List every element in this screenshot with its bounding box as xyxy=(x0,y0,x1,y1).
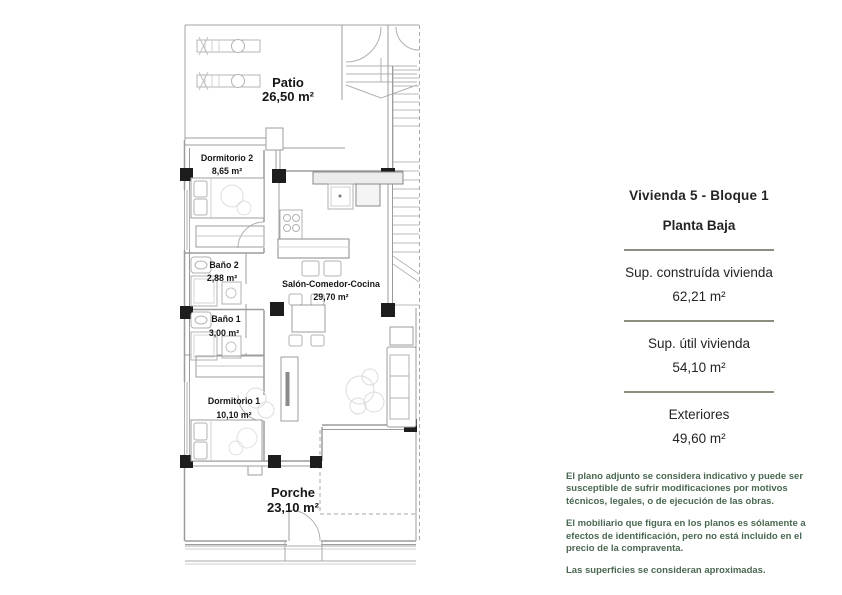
room-area-patio: 26,50 m² xyxy=(261,89,315,104)
stool-icon xyxy=(302,261,319,276)
window-icon xyxy=(183,382,191,454)
useful-surface-label: Sup. útil vivienda xyxy=(647,336,751,351)
room-label-bano-2: Baño 2 xyxy=(209,260,239,270)
window-icon xyxy=(183,190,191,250)
stair-break-line xyxy=(393,256,419,274)
door-arc-icon xyxy=(346,27,381,62)
wardrobe-icon xyxy=(196,226,264,247)
page-title: Vivienda 5 - Bloque 1 xyxy=(629,188,769,203)
floor-subtitle: Planta Baja xyxy=(662,218,736,233)
staircase xyxy=(393,66,419,305)
built-surface-value: 62,21 m² xyxy=(672,289,726,304)
door-arc-icon xyxy=(396,27,419,50)
sun-lounger-icon xyxy=(197,37,260,55)
room-label-dormitorio-1: Dormitorio 1 xyxy=(207,396,261,406)
side-table-icon xyxy=(390,327,413,345)
room-area-dormitorio-1: 10,10 m² xyxy=(216,410,252,420)
sun-lounger-icon xyxy=(197,72,260,90)
room-label-bano-1: Baño 1 xyxy=(211,314,241,324)
fridge-icon xyxy=(356,184,380,206)
divider xyxy=(624,249,774,251)
bed-icon xyxy=(191,420,262,461)
kitchen-island-icon xyxy=(278,239,349,258)
room-area-dormitorio-2: 8,65 m² xyxy=(211,166,243,176)
legal-disclaimers xyxy=(566,471,828,588)
divider xyxy=(624,320,774,322)
room-label-porche: Porche xyxy=(270,485,316,500)
exteriors-value: 49,60 m² xyxy=(672,431,726,446)
kitchen-units xyxy=(278,172,403,276)
sofa-icon xyxy=(387,327,416,427)
room-area-bano-2: 2,88 m² xyxy=(206,273,238,283)
room-area-bano-1: 3,00 m² xyxy=(208,328,240,338)
stool-icon xyxy=(324,261,341,276)
kitchen-counter-icon xyxy=(313,172,403,184)
useful-surface-value: 54,10 m² xyxy=(672,360,726,375)
bed-icon xyxy=(191,178,264,218)
exteriors-label: Exteriores xyxy=(668,407,730,422)
info-panel xyxy=(561,188,837,446)
room-area-porche: 23,10 m² xyxy=(266,500,320,515)
room-area-salon: 29,70 m² xyxy=(313,292,349,302)
disclaimer-surfaces: Las superficies se consideran aproximadas. xyxy=(566,565,766,577)
divider xyxy=(624,391,774,393)
tv-unit-icon xyxy=(281,357,298,421)
disclaimer-plan: El plano adjunto se considera indicativo y puede ser susceptible de sufrir modificaciones por motivos técnicos, legales, o de ejecución de las obras. xyxy=(566,471,804,507)
room-label-salon: Salón-Comedor-Cocina xyxy=(282,279,380,289)
stair-landing xyxy=(342,25,419,100)
room-label-patio: Patio xyxy=(272,75,304,90)
disclaimer-furniture: El mobiliario que figura en los planos es sólamente a efectos de identificación, pero no está incluido en el precio de la compraventa. xyxy=(566,518,806,555)
stair-break-line xyxy=(393,264,419,282)
room-label-dormitorio-2: Dormitorio 2 xyxy=(200,153,254,163)
plant-icon xyxy=(246,369,384,418)
built-surface-label: Sup. construída vivienda xyxy=(625,265,773,280)
